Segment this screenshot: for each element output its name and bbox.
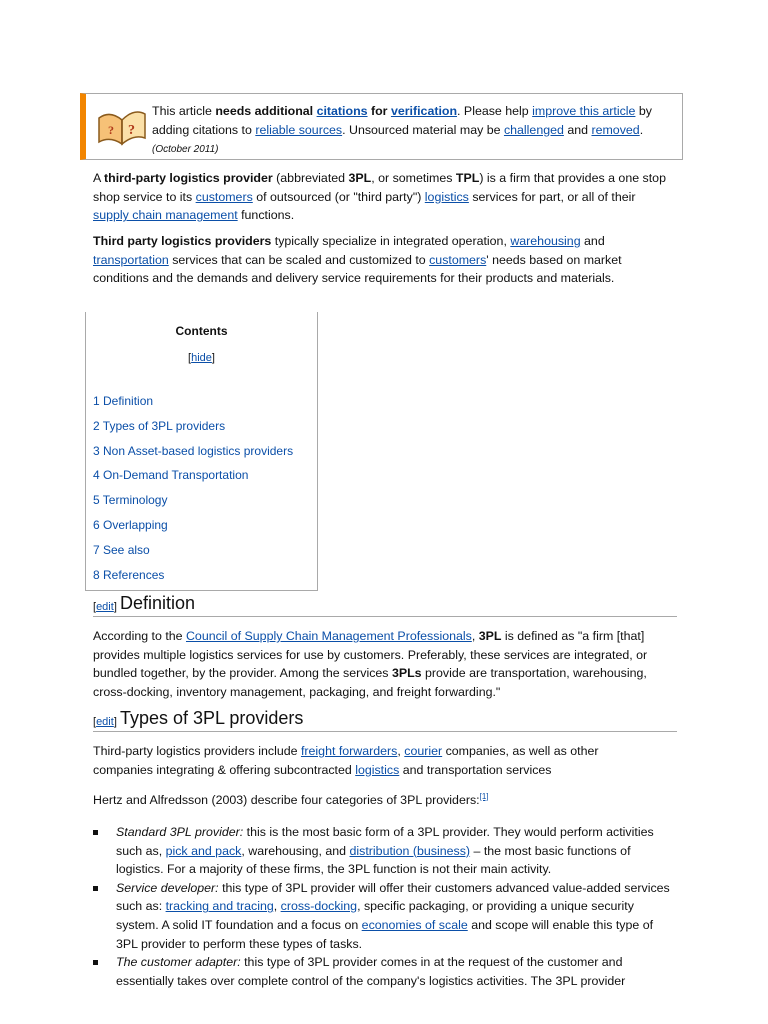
council-link[interactable]: Council of Supply Chain Management Professionals — [185, 629, 472, 643]
logistics-link-2[interactable]: logistics — [355, 762, 400, 777]
toc-item[interactable]: 1 Definition — [93, 394, 154, 408]
toc-title: Contents — [175, 324, 228, 338]
list-item: The customer adapter: this type of 3PL provider comes in at the request of the customer and essentially takes over complete control of the company's logistics activities. The 3PL provider — [93, 953, 673, 990]
challenged-link[interactable]: challenged — [503, 122, 564, 137]
toc-item[interactable]: 5 Terminology — [93, 493, 168, 508]
notice-text: This article needs additional citations for verification. Please help improve this article by adding citations to reliable sources. Unsourced material may be challenged and removed. (October 2011) — [152, 104, 652, 155]
pick-and-pack-link[interactable]: pick and pack — [165, 843, 242, 858]
bullet-icon — [93, 886, 98, 891]
courier-link[interactable]: courier — [404, 744, 443, 758]
edit-definition-link[interactable]: edit — [96, 601, 114, 613]
toc-item[interactable]: 3 Non Asset-based logistics providers — [93, 443, 294, 458]
svg-text:?: ? — [108, 123, 114, 137]
logistics-link[interactable]: logistics — [424, 189, 469, 204]
notice-date: (October 2011) — [152, 144, 219, 155]
types-paragraph-1: Third-party logistics providers include freight forwarders, courier companies, as well as other companies integrating & offering subcontracted logistics and transportation services — [93, 744, 599, 777]
transportation-link[interactable]: transportation — [93, 252, 169, 267]
cross-docking-link[interactable]: cross-docking — [280, 899, 358, 914]
freight-forwarders-link[interactable]: freight forwarders — [300, 744, 398, 758]
bullet-icon — [93, 960, 98, 965]
removed-link[interactable]: removed — [591, 122, 640, 137]
warehousing-link[interactable]: warehousing — [510, 234, 581, 248]
toc-item[interactable]: 2 Types of 3PL providers — [93, 418, 226, 433]
intro-paragraph-1: A third-party logistics provider (abbreviated 3PL, or sometimes TPL) is a firm that provides a one stop shop service to its customers of outsourced (or "third party") logistics services for part, or all of their supply chain management functions. — [93, 171, 666, 223]
edit-link-wrapper: [edit] — [93, 601, 117, 613]
reference-1-link[interactable]: [1] — [479, 792, 489, 801]
toc-hide-toggle: [hide] — [188, 352, 215, 364]
provider-categories-list — [93, 823, 673, 990]
bullet-icon — [93, 830, 98, 835]
open-book-icon — [96, 104, 148, 148]
heading-types-title: Types of 3PL providers — [120, 708, 304, 728]
supply-chain-management-link[interactable]: supply chain management — [93, 208, 238, 223]
improve-article-link[interactable]: improve this article — [532, 104, 636, 118]
reliable-sources-link[interactable]: reliable sources — [255, 122, 343, 137]
customers-link[interactable]: customers — [195, 189, 253, 204]
citations-link[interactable]: citations — [316, 104, 368, 118]
heading-types — [93, 707, 677, 732]
toc-hide-link[interactable]: hide — [191, 352, 212, 364]
types-paragraph-2: Hertz and Alfredsson (2003) describe four categories of 3PL providers:[1] — [93, 792, 489, 808]
edit-types-link[interactable]: edit — [96, 716, 114, 728]
customers-link-2[interactable]: customers — [429, 252, 487, 267]
verification-link[interactable]: verification — [390, 104, 458, 118]
toc-item[interactable]: 8 References — [93, 567, 165, 582]
distribution-link[interactable]: distribution (business) — [349, 843, 471, 858]
economies-of-scale-link[interactable]: economies of scale — [361, 917, 468, 932]
toc-item[interactable]: 6 Overlapping — [93, 517, 168, 532]
toc-item[interactable]: 7 See also — [93, 542, 150, 557]
heading-definition — [93, 592, 677, 617]
table-of-contents — [85, 312, 318, 591]
svg-text:?: ? — [128, 123, 135, 138]
list-item: Service developer: this type of 3PL provider will offer their customers advanced value-added services such as: tracking and tracing, cross-docking, specific packaging, or providing a unique security system. A solid IT foundation and a focus on economies of scale and scope will enable this type of 3PL provider to perform these types of tasks. — [93, 879, 673, 953]
edit-link-wrapper: [edit] — [93, 716, 117, 728]
refimprove-notice — [80, 93, 683, 160]
intro-paragraph-2: Third party logistics providers typically specialize in integrated operation, warehousing and transportation services that can be scaled and customized to customers' needs based on market conditions and the demands and delivery service requirements for their products and materials. — [93, 234, 622, 286]
tracking-and-tracing-link[interactable]: tracking and tracing — [165, 899, 274, 914]
definition-paragraph: According to the Council of Supply Chain Management Professionals, 3PL is defined as "a firm [that] provides multiple logistics services for use by customers. Preferably, these services are integrated, or bundled together, by the provider. Among the services 3PLs provide are transportation, warehousing, cross-docking, inventory management, packaging, and freight forwarding." — [93, 629, 648, 699]
list-item: Standard 3PL provider: this is the most basic form of a 3PL provider. They would perform activities such as, pick and pack, warehousing, and distribution (business) – the most basic functions of logistics. For a majority of these firms, the 3PL function is not their main activity. — [93, 823, 673, 879]
heading-definition-title: Definition — [120, 593, 196, 613]
toc-item[interactable]: 4 On-Demand Transportation — [93, 468, 249, 483]
toc-list — [93, 394, 293, 592]
